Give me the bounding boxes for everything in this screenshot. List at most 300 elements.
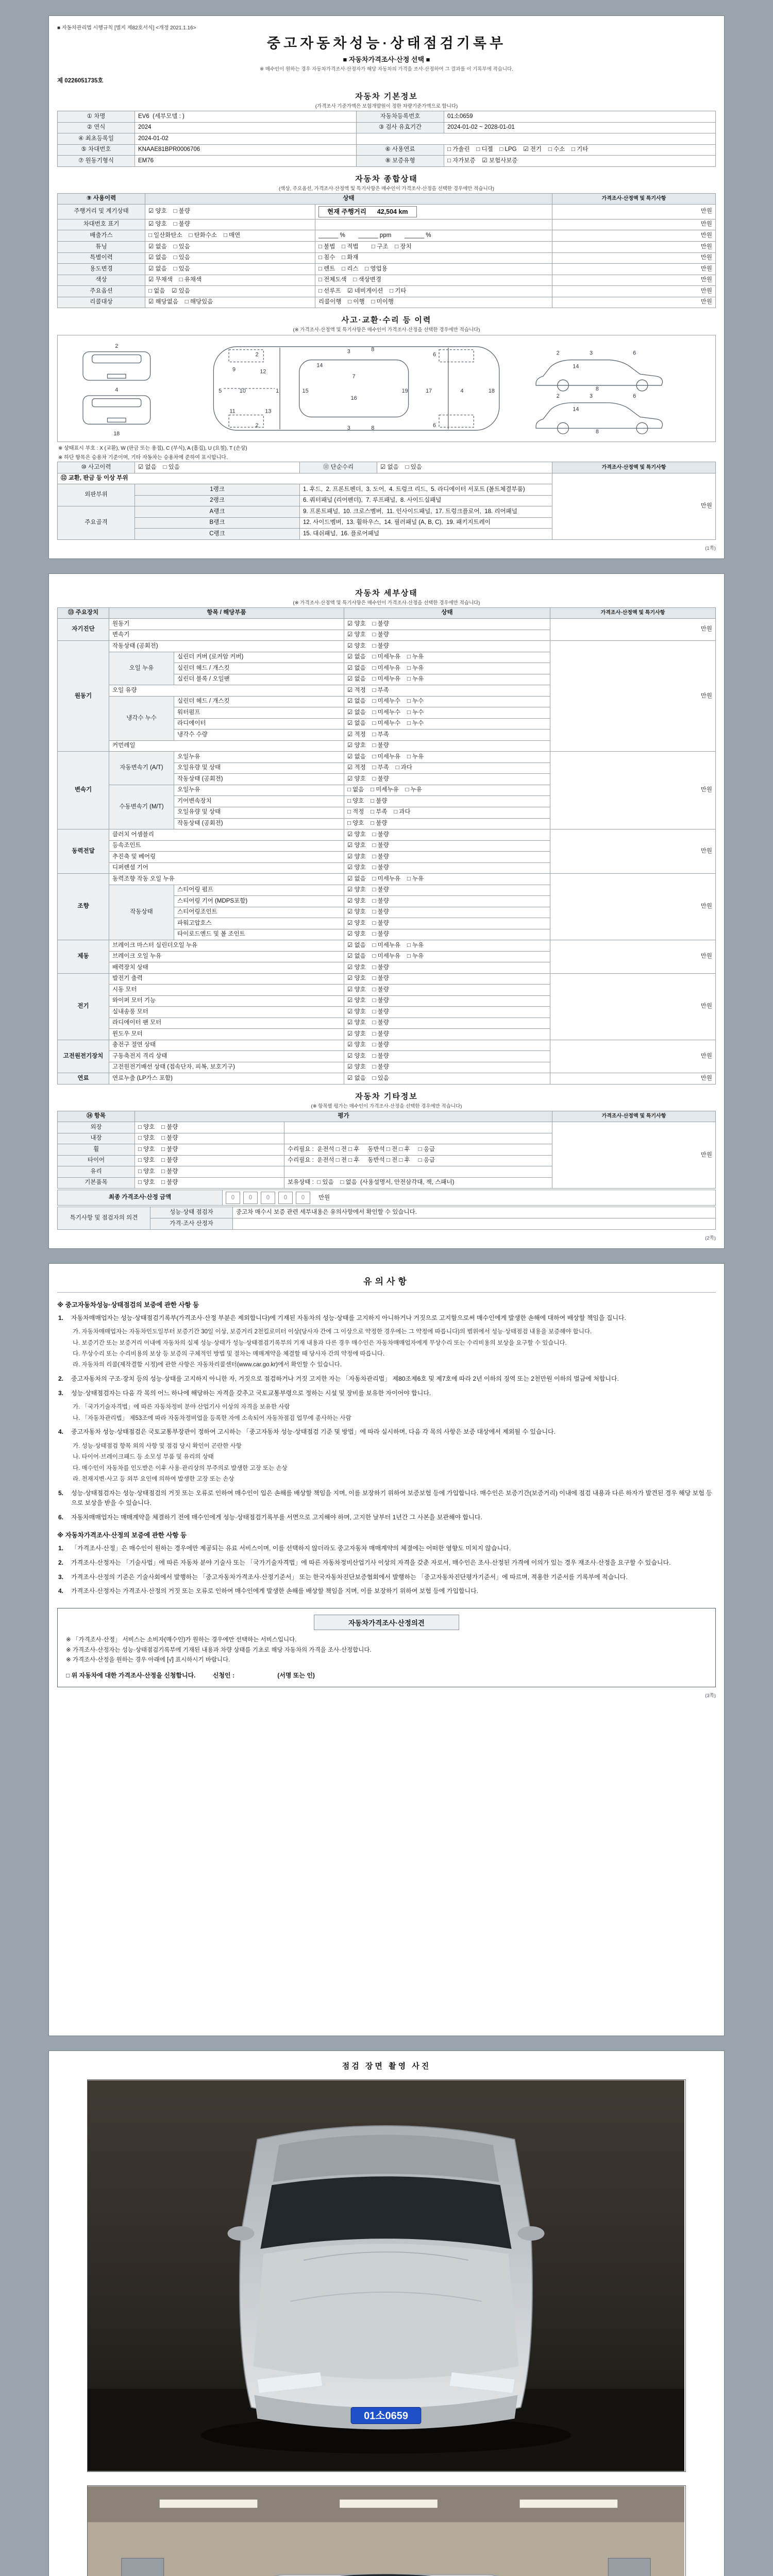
part-name: 스티어링 기어 (MDPS포함)	[174, 896, 344, 907]
part-name: 와이퍼 모터 기능	[109, 995, 344, 1007]
notices-title: 유의사항	[57, 1271, 716, 1293]
field-value: EM76	[135, 156, 357, 167]
usage-item: 주요옵션	[58, 286, 145, 297]
price-cell: 만원	[552, 219, 716, 230]
exchange-section-label: ⑫ 교환, 판금 등 이상 부위	[58, 473, 552, 484]
notice-subitem: 다. 매수인이 자동차를 인도받은 이후 사용·관리상의 부주의로 발생한 고장 또는 손상	[73, 1465, 288, 1471]
part-name: 오일유량 및 상태	[174, 762, 344, 774]
part-state: ☑ 양호 □ 불량	[344, 829, 550, 841]
panel-number-label: 8	[371, 425, 375, 432]
device-label: 고전원전기장치	[58, 1040, 109, 1073]
part-name: 작동상태 (공회전)	[109, 641, 344, 652]
evaluation-state: □ 양호 □ 불량	[135, 1177, 284, 1189]
device-label: 자기진단	[58, 619, 109, 641]
page-mark-3: (3쪽)	[705, 1692, 716, 1699]
usage-item: 특별이력	[58, 252, 145, 264]
notice-section-heading: ※ 자동차가격조사·산정의 보증에 관한 사항 등	[57, 1532, 187, 1539]
part-name: 연료누출 (LP가스 포함)	[109, 1073, 344, 1084]
car-side-view-right	[536, 403, 663, 429]
device-label: 제동	[58, 940, 109, 974]
section-note-accident: (※ 가격조사·산정액 및 특기사항은 매수인이 가격조사·산정을 선택한 경우에만 적습니다)	[293, 327, 480, 333]
usage-state: ☑ 없음 □ 있음	[145, 242, 315, 253]
panel-number-label: 14	[573, 363, 579, 370]
subgroup-label: 자동변속기 (A/T)	[109, 752, 174, 785]
part-state: ☑ 없음 □ 미세누수 □ 누수	[344, 718, 550, 730]
field-value: EV6 (세부모델 : )	[135, 111, 357, 123]
panel-number-label: 8	[595, 386, 599, 393]
notice-subitem: 나. 「자동차관리법」 제53조에 따라 자동차정비업을 등록한 자에 소속되어 자동차점검 업무에 종사하는 사람	[73, 1415, 351, 1421]
part-state: □ 없음 □ 미세누유 □ 누유	[344, 785, 550, 796]
evaluation-detail	[284, 1133, 552, 1144]
col-price: 가격조사·산정액 및 특기사항	[552, 462, 716, 473]
panel-detail-condition	[48, 573, 725, 1249]
diagram-legend-note: ※ 하단 항목은 승용차 기준이며, 기타 자동차는 승용차에 준하여 표시합니다.	[58, 455, 228, 461]
section-note-basic: (가격조사 기준가액은 보험개발원이 정한 차량기준가액으로 합니다)	[315, 104, 458, 109]
usage-state: ☑ 무채색 □ 유채색	[145, 275, 315, 286]
panel-number-label: 19	[401, 388, 408, 395]
other-info-table	[57, 1111, 716, 1189]
part-state: □ 적정 □ 부족 □ 과다	[344, 807, 550, 818]
car-rear-view	[83, 396, 150, 424]
subgroup-label: 냉각수 누수	[109, 696, 174, 740]
part-name: 변속기	[109, 630, 344, 641]
car-side-view-left	[536, 360, 663, 386]
part-name: 등속조인트	[109, 840, 344, 852]
part-state: ☑ 양호 □ 불량	[344, 995, 550, 1007]
final-price-table	[57, 1190, 716, 1206]
part-name: 작동상태 (공회전)	[174, 774, 344, 785]
panel-number-label: 18	[488, 388, 495, 395]
rank-items: 9. 프론트패널, 10. 크로스멤버, 11. 인사이드패널, 17. 트렁크플로어, 18. 리어패널	[300, 506, 552, 518]
device-label: 변속기	[58, 752, 109, 829]
usage-state: ☑ 양호 □ 불량	[145, 205, 315, 219]
notice-item-text: 가격조사·산정자는 가격조사·산정의 거짓 또는 오류로 인하여 매수인에게 발생한 손해를 배상할 책임을 지며, 이를 보장하기 위하여 보험 등에 가입합니다.	[71, 1587, 479, 1595]
inspector-opinion-table	[57, 1207, 716, 1229]
notice-item	[58, 1586, 715, 1597]
panel-number-label: 2	[115, 343, 119, 349]
usage-item: 차대번호 표기	[58, 219, 145, 230]
notice-item	[58, 1558, 715, 1568]
part-state: ☑ 적정 □ 부족	[344, 685, 550, 697]
section-note-detail: (※ 가격조사·산정액 및 특기사항은 매수인이 가격조사·산정을 선택한 경우에만 적습니다)	[293, 600, 480, 606]
part-state: ☑ 양호 □ 불량	[344, 918, 550, 929]
col-price: 가격조사·산정액 및 특기사항	[552, 1111, 716, 1122]
price-digit-box: 0	[226, 1192, 240, 1204]
notice-item-number: 3.	[58, 1573, 64, 1581]
notice-subitem: 라. 천재지변·사고 등 외부 요인에 의하여 발생한 고장 또는 손상	[73, 1476, 234, 1483]
col-item: ⑭ 항목	[58, 1111, 135, 1122]
table-row	[58, 462, 716, 473]
accident-table	[57, 462, 716, 540]
part-state: ☑ 양호 □ 불량	[344, 1007, 550, 1018]
part-state: ☑ 양호 □ 불량	[344, 740, 550, 752]
part-name: 기어변속장치	[174, 796, 344, 807]
field-label: ⑦ 원동기형식	[58, 156, 135, 167]
part-name: 오일유량 및 상태	[174, 807, 344, 818]
part-state: ☑ 양호 □ 불량	[344, 840, 550, 852]
part-state: ☑ 양호 □ 불량	[344, 1051, 550, 1062]
price-cell: 만원	[550, 752, 716, 829]
table-row	[58, 1190, 716, 1206]
usage-detail: □ 렌트 □ 리스 □ 영업용	[315, 264, 552, 275]
rank-label: B랭크	[135, 517, 300, 529]
part-state: ☑ 양호 □ 불량	[344, 641, 550, 652]
field-label: ③ 검사 유효기간	[357, 122, 444, 133]
part-name: 실린더 헤드 / 개스킷	[174, 663, 344, 674]
panel-number-label: 8	[371, 346, 375, 353]
part-name: 배력장치 상태	[109, 962, 344, 974]
part-state: ☑ 양호 □ 불량	[344, 973, 550, 985]
table-row	[58, 219, 716, 230]
table-row	[58, 264, 716, 275]
price-cell: 만원	[550, 1040, 716, 1073]
usage-item: 주행거리 및 계기상태	[58, 205, 145, 219]
document-number: 제 0226051735호	[57, 78, 104, 84]
photo-front-svg	[88, 2080, 684, 2471]
usage-detail: □ 전체도색 □ 색상변경	[315, 275, 552, 286]
notice-item-number: 3.	[58, 1389, 64, 1397]
usage-item: 색상	[58, 275, 145, 286]
usage-state: □ 일산화탄소 □ 탄화수소 □ 매연	[145, 230, 315, 242]
field-value: 2024-01-02 ~ 2028-01-01	[444, 122, 716, 133]
part-area-label: 외판부위	[58, 484, 135, 506]
simple-repair-label: ⑪ 단순수리	[300, 462, 377, 473]
evaluation-item: 외장	[58, 1122, 135, 1133]
table-row	[58, 619, 716, 630]
table-row	[58, 1040, 716, 1051]
part-name: 원동기	[109, 619, 344, 630]
other-info-section	[57, 1111, 716, 1189]
notice-subitem: 가. 자동차매매업자는 자동차인도일부터 보증기간 30일 이상, 보증거리 2천킬로미터 이상(당사자 간에 그 이상으로 약정한 경우에는 그 약정에 따릅니다)의 범위에서 성능·상태점검 내용을 보증해야 합니다.	[73, 1329, 592, 1335]
table-row	[58, 286, 716, 297]
car-windshield	[260, 2176, 511, 2249]
part-name: 작동상태 (공회전)	[174, 818, 344, 829]
part-name: 커먼레일	[109, 740, 344, 752]
panel-number-label: 14	[316, 362, 323, 369]
rank-items: 15. 대쉬패널, 16. 플로어패널	[300, 529, 552, 540]
table-header-row	[58, 1111, 716, 1122]
part-state: ☑ 양호 □ 불량	[344, 852, 550, 863]
panel-number-label: 15	[302, 388, 309, 395]
field-label: ⑧ 보증유형	[357, 156, 444, 167]
part-name: 윈도우 모터	[109, 1029, 344, 1040]
usage-state: ☑ 양호 □ 불량	[145, 219, 315, 230]
field-label: ⑥ 사용연료	[357, 144, 444, 156]
part-state: ☑ 양호 □ 불량	[344, 862, 550, 874]
panel-number-label: 7	[352, 374, 356, 380]
part-name: 실린더 커버 (로커암 커버)	[174, 652, 344, 663]
opinion-section-label: 특기사항 및 점검자의 의견	[58, 1207, 150, 1229]
notice-item-number: 2.	[58, 1558, 64, 1566]
price-cell: 만원	[550, 973, 716, 1040]
notice-section-heading: ※ 중고자동차성능·상태점검의 보증에 관한 사항 등	[57, 1301, 199, 1309]
mirror-right	[518, 2226, 545, 2241]
photos-title: 점검 장면 촬영 사진	[342, 2061, 431, 2071]
rank-label: 1랭크	[135, 484, 300, 496]
panel-number-label: 9	[232, 366, 236, 373]
part-name: 시동 모터	[109, 985, 344, 996]
subgroup-label: 수동변속기 (M/T)	[109, 785, 174, 829]
part-name: 실린더 헤드 / 개스킷	[174, 696, 344, 707]
ceiling-light-2	[340, 2499, 438, 2507]
table-row	[58, 133, 716, 145]
panel-number-label: 17	[426, 388, 432, 395]
section-title-general: 자동차 종합상태	[355, 174, 418, 183]
table-row	[58, 829, 716, 841]
part-state: □ 양호 □ 불량	[344, 796, 550, 807]
price-cell: 만원	[552, 264, 716, 275]
part-name: 충전구 절연 상태	[109, 1040, 344, 1051]
notice-item-text: 가격조사·산정의 기준은 기술사회에서 발행하는 「중고자동차가격조사·산정기준서」 또는 한국자동차진단보증협회에서 발행하는 「중고자동차진단평가기준서」에 따르며, 적용한 기준서를 기록부에 적습니다.	[71, 1573, 628, 1581]
col-state: 상태	[344, 607, 550, 619]
panel-number-label: 6	[633, 350, 636, 357]
car-front-view	[83, 352, 150, 380]
part-name: 추진축 및 베어링	[109, 852, 344, 863]
part-state: ☑ 양호 □ 불량	[344, 1062, 550, 1073]
notice-item-text: 「가격조사·산정」은 매수인이 원하는 경우에만 제공되는 유료 서비스이며, 이를 선택하지 않더라도 중고자동차 매매계약의 체결에는 어떠한 영향도 미치지 않습니다.	[71, 1545, 511, 1552]
table-row	[58, 1218, 716, 1230]
price-survey-opinion-line: ※ 가격조사·산정을 원하는 경우 아래에 [√] 표시하시기 바랍니다.	[66, 1657, 230, 1664]
evaluation-item: 타이어	[58, 1155, 135, 1166]
part-name: 워터펌프	[174, 707, 344, 719]
field-label: ⑤ 차대번호	[58, 144, 135, 156]
price-cell: 만원	[552, 242, 716, 253]
notice-subitem: 다. 무상수리 또는 수리비용의 보상 등 보증의 구체적인 방법 및 절차는 매매계약을 체결할 때 당사자 간의 약정에 따릅니다.	[73, 1351, 385, 1358]
panel-number-label: 2	[556, 350, 560, 357]
part-state: ☑ 없음 □ 미세누유 □ 누유	[344, 874, 550, 885]
part-name: 스티어링조인트	[174, 907, 344, 918]
table-row	[58, 122, 716, 133]
evaluation-detail: 수리필요 : 운전석 □ 전 □ 후 동반석 □ 전 □ 후 □ 응급	[284, 1155, 552, 1166]
part-name: 구동축전지 격리 상태	[109, 1051, 344, 1062]
detail-condition-table	[57, 607, 716, 1084]
table-header-row	[58, 607, 716, 619]
price-survey-option-note: ※ 매수인이 원하는 경우 자동차가격조사·산정자가 해당 자동차의 가격을 조사·산정하여 그 결과를 이 기록부에 적습니다.	[260, 66, 513, 72]
panel-number-label: 3	[347, 348, 350, 355]
part-state: ☑ 양호 □ 불량	[344, 774, 550, 785]
notice-item	[58, 1572, 715, 1583]
evaluation-item: 휠	[58, 1144, 135, 1156]
field-value: □ 자가보증 ☑ 보험사보증	[444, 156, 716, 167]
price-digit-box: 0	[278, 1192, 293, 1204]
rank-label: 2랭크	[135, 495, 300, 506]
basic-table	[57, 111, 716, 167]
notices-section	[57, 1300, 716, 1687]
part-name: 실내송풍 모터	[109, 1007, 344, 1018]
usage-detail	[315, 205, 552, 219]
evaluation-state: □ 양호 □ 불량	[135, 1166, 284, 1178]
part-name: 타이로드엔드 및 볼 조인트	[174, 929, 344, 940]
photo-rear-svg	[88, 2486, 684, 2576]
usage-detail: □ 선루프 ☑ 네비게이션 □ 기타	[315, 286, 552, 297]
part-state: ☑ 양호 □ 불량	[344, 1040, 550, 1051]
panel-number-label: 2	[255, 351, 259, 358]
part-name: 발전기 출력	[109, 973, 344, 985]
price-survey-opinion-line: ※ 가격조사·산정자는 성능·상태점검기록부에 기재된 내용과 차량 상태를 기초로 해당 자동차의 가격을 조사·산정합니다.	[66, 1647, 372, 1653]
evaluation-item: 기본품목	[58, 1177, 135, 1189]
evaluation-detail	[284, 1122, 552, 1133]
part-name: 실린더 블록 / 오일팬	[174, 674, 344, 685]
field-value: 2024-01-02	[135, 133, 357, 145]
price-survey-opinion-box	[57, 1608, 716, 1687]
panel-number-label: 8	[595, 429, 599, 435]
subgroup-label: 오일 누유	[109, 652, 174, 685]
price-cell: 만원	[550, 619, 716, 641]
col-evaluation: 평가	[135, 1111, 552, 1122]
car-damage-diagram	[57, 335, 716, 442]
table-row	[58, 1073, 716, 1084]
part-state: ☑ 양호 □ 불량	[344, 985, 550, 996]
part-area-label: 주요골격	[58, 506, 135, 540]
final-price-label: 최종 가격조사·산정 금액	[58, 1190, 223, 1206]
car-hood	[253, 2244, 518, 2379]
accident-history-state: ☑ 없음 □ 있음	[135, 462, 300, 473]
notice-subitem: 가. 성능·상태점검 항목 외의 사항 및 점검 당시 확인이 곤란한 사항	[73, 1443, 242, 1450]
price-cell: 만원	[552, 1122, 716, 1189]
field-label: ① 차명	[58, 111, 135, 123]
notice-item-text: 성능·상태점검자는 다음 각 목의 어느 하나에 해당하는 자격을 갖추고 국토교통부령으로 정하는 시설 및 장비를 보유한 자이어야 합니다.	[71, 1389, 431, 1397]
part-state: ☑ 양호 □ 불량	[344, 907, 550, 918]
opinion-text: 중고차 매수시 보증 관련 세부내용은 유의사항에서 확인할 수 있습니다.	[233, 1207, 716, 1218]
mirror-left	[228, 2226, 255, 2241]
table-header-row	[58, 193, 716, 205]
table-row	[58, 242, 716, 253]
part-state: ☑ 없음 □ 미세누수 □ 누수	[344, 696, 550, 707]
price-survey-opinion-title: 자동차가격조사·산정의견	[314, 1615, 459, 1630]
notice-item	[58, 1313, 715, 1324]
general-condition-table	[57, 193, 716, 309]
table-row	[58, 205, 716, 219]
part-state: ☑ 양호 □ 불량	[344, 619, 550, 630]
price-cell: 만원	[552, 286, 716, 297]
part-state: ☑ 없음 □ 미세누유 □ 누유	[344, 940, 550, 952]
opinion-author: 가격·조사 산정자	[150, 1218, 233, 1230]
col-price: 가격조사·산정액 및 특기사항	[550, 607, 716, 619]
col-item: 항목 / 해당부품	[109, 607, 344, 619]
panel-photos	[48, 2050, 725, 2576]
evaluation-detail: 보유상태 : □ 있음 □ 없음 (사용설명서, 안전삼각대, 잭, 스패너)	[284, 1177, 552, 1189]
usage-item: 용도변경	[58, 264, 145, 275]
usage-detail: □ 불법 □ 적법 □ 구조 □ 장치	[315, 242, 552, 253]
usage-state: ☑ 없음 □ 있음	[145, 264, 315, 275]
general-condition-section	[57, 193, 716, 309]
part-state: ☑ 양호 □ 불량	[344, 1029, 550, 1040]
part-state: ☑ 양호 □ 불량	[344, 1018, 550, 1029]
panel-number-label: 2	[255, 422, 259, 429]
field-value: 2024	[135, 122, 357, 133]
usage-detail: □ 침수 □ 화재	[315, 252, 552, 264]
usage-detail: 리콜이행 □ 이행 □ 미이행	[315, 297, 552, 308]
usage-item: 리콜대상	[58, 297, 145, 308]
notice-item-text: 중고자동차의 구조·장치 등의 성능·상태를 고지하지 아니한 자, 거짓으로 점검하거나 거짓 고지한 자는 「자동차관리법」 제80조제6호 및 제7호에 따라 2년 이하의 징역 또는 2천만원 이하의 벌금에 처합니다.	[71, 1375, 619, 1382]
section-note-general: (색상, 주요옵션, 가격조사·산정액 및 특기사항은 매수인이 가격조사·산정을 선택한 경우에만 적습니다)	[279, 185, 494, 192]
device-label: 연료	[58, 1073, 109, 1084]
ceiling-light-1	[160, 2499, 258, 2507]
col-price: 가격조사·산정액 및 특기사항	[552, 193, 716, 205]
panel-number-label: 5	[219, 388, 222, 395]
part-state: □ 양호 □ 불량	[344, 818, 550, 829]
detail-condition-section	[57, 607, 716, 1084]
evaluation-state: □ 양호 □ 불량	[135, 1155, 284, 1166]
basic-info-section	[57, 111, 716, 167]
table-row	[58, 1207, 716, 1218]
subgroup-label: 작동상태	[109, 885, 174, 940]
inspection-photo-rear	[87, 2485, 686, 2576]
part-name: 브레이크 마스터 실린더오일 누유	[109, 940, 344, 952]
evaluation-state: □ 양호 □ 불량	[135, 1133, 284, 1144]
part-name: 라디에이터 팬 모터	[109, 1018, 344, 1029]
part-name: 클러치 어셈블리	[109, 829, 344, 841]
notice-item-number: 5.	[58, 1489, 64, 1497]
price-survey-apply-check: □ 위 자동차에 대한 가격조사·산정을 신청합니다. 신청인 : (서명 또는 인)	[66, 1671, 315, 1679]
part-state: ☑ 양호 □ 불량	[344, 885, 550, 896]
form-reference: ■ 자동차관리법 시행규칙 [별지 제82호서식] <개정 2021.1.16>	[57, 25, 196, 31]
device-label: 원동기	[58, 641, 109, 752]
usage-state: ☑ 없음 □ 있음	[145, 252, 315, 264]
price-survey-option-title: ■ 자동차가격조사·산정 선택 ■	[343, 56, 430, 63]
diagram-legend-codes: ※ 상태표시 부호 : X (교환), W (판금 또는 용접), C (부식), A (흠집), U (요철), T (손상)	[58, 446, 247, 452]
usage-state: ☑ 해당없음 □ 해당있음	[145, 297, 315, 308]
rank-label: C랭크	[135, 529, 300, 540]
table-row	[58, 1122, 716, 1133]
notice-item-text: 성능·상태점검자는 성능·상태점검의 거짓 또는 오류로 인하여 매수인이 입은 손해를 배상할 책임을 지며, 이를 보장하기 위하여 보증보험 등에 가입합니다. 매수인은 보증기간(보증거리) 이내에 점검 내용과 다른 하자가 발견된 경우 해당 보험 등으로 보상을 받을 수 있습니다.	[71, 1489, 712, 1507]
notice-item	[58, 1374, 715, 1384]
panel-number-label: 2	[556, 393, 560, 399]
price-cell: 만원	[550, 641, 716, 752]
notice-item-number: 4.	[58, 1587, 64, 1595]
license-plate-text: 01소0659	[364, 2410, 408, 2422]
final-price-section	[57, 1190, 716, 1229]
part-name: 고전원전기배선 상태 (접속단자, 피복, 보호기구)	[109, 1062, 344, 1073]
table-row	[58, 473, 716, 484]
car-diagram-svg	[58, 337, 716, 439]
panel-number-label: 6	[433, 422, 436, 429]
panel-number-label: 4	[460, 388, 464, 395]
notice-subitem: 나. 보증기간 또는 보증거리 이내에 자동차의 실제 성능·상태가 성능·상태점검기록부의 기재 내용과 다른 경우 매수인은 자동차매매업자에게 무상수리 또는 수리비용의 보상을 요구할 수 있습니다.	[73, 1340, 567, 1346]
rank-items: 12. 사이드멤버, 13. 휠하우스, 14. 필러패널 (A, B, C), 19. 패키지트레이	[300, 517, 552, 529]
price-cell: 만원	[552, 297, 716, 308]
page-mark-1: (1쪽)	[705, 545, 716, 551]
part-state: ☑ 없음 □ 미세누수 □ 누수	[344, 707, 550, 719]
rank-items: 1. 후드, 2. 프론트펜더, 3. 도어, 4. 트렁크 리드, 5. 라디에이터 서포트 (볼트체결부품)	[300, 484, 552, 496]
notice-item-number: 1.	[58, 1314, 64, 1321]
price-digit-box: 0	[243, 1192, 258, 1204]
notice-item	[58, 1544, 715, 1554]
usage-detail	[315, 219, 552, 230]
panel-number-label: 12	[260, 368, 266, 375]
part-state: ☑ 양호 □ 불량	[344, 962, 550, 974]
notice-item	[58, 1427, 715, 1437]
table-row	[58, 973, 716, 985]
part-state: ☑ 없음 □ 미세누유 □ 누유	[344, 674, 550, 685]
price-cell: 만원	[550, 874, 716, 940]
evaluation-item: 유리	[58, 1166, 135, 1178]
notice-subitem: 나. 타이어·브레이크패드 등 소모성 부품 및 유리의 상태	[73, 1454, 214, 1461]
panel-number-label: 4	[115, 387, 119, 394]
table-row	[58, 297, 716, 308]
notice-item-text: 자동차매매업자는 매매계약을 체결하기 전에 매수인에게 성능·상태점검기록부를 서면으로 고지해야 하며, 고지한 날부터 1년간 그 사본을 보관해야 합니다.	[71, 1514, 482, 1521]
panel-number-label: 3	[347, 425, 350, 432]
part-state: ☑ 양호 □ 불량	[344, 896, 550, 907]
panel-basic-info	[48, 15, 725, 559]
notice-item-number: 4.	[58, 1428, 64, 1436]
simple-repair-state: ☑ 없음 □ 있음	[377, 462, 552, 473]
price-cell: 만원	[552, 252, 716, 264]
col-state: 상태	[145, 193, 552, 205]
rank-label: A랭크	[135, 506, 300, 518]
odometer-box: 현재 주행거리 42,504 km	[318, 206, 417, 218]
device-label: 조향	[58, 874, 109, 940]
